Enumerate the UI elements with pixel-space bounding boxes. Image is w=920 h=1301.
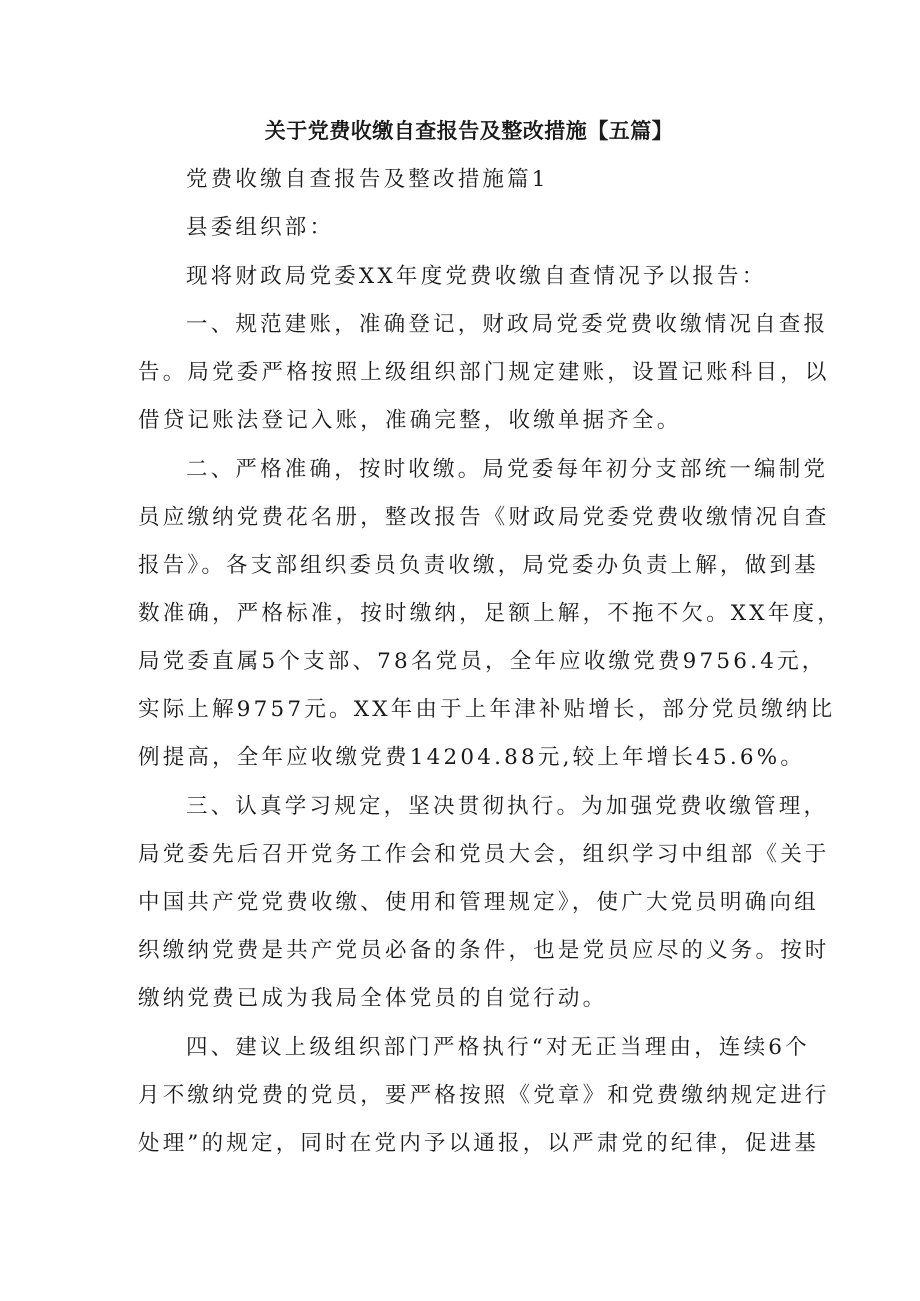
- paragraph-3-line-4: 织缴纳党费是共产党员必备的条件，也是党员应尽的义务。按时: [138, 938, 830, 963]
- addressee: 县委组织部：: [186, 215, 335, 240]
- paragraph-3-line-2: 局党委先后召开党务工作会和党员大会，组织学习中组部《关于: [138, 842, 830, 867]
- paragraph-2-line-2: 员应缴纳党费花名册，整改报告《财政局党委党费收缴情况自查: [138, 505, 830, 530]
- paragraph-2-line-1: 二、严格准确，按时收缴。局党委每年初分支部统一编制党: [186, 457, 829, 482]
- paragraph-3-line-5: 缴纳党费已成为我局全体党员的自觉行动。: [138, 986, 608, 1011]
- section-heading: 党费收缴自查报告及整改措施篇1: [186, 167, 549, 192]
- paragraph-1-line-1: 一、规范建账，准确登记，财政局党委党费收缴情况自查报: [186, 312, 829, 337]
- document-title: 关于党费收缴自查报告及整改措施【五篇】: [264, 119, 674, 143]
- paragraph-2-line-7: 例提高，全年应收缴党费14204.88元,较上年增长45.6%。: [138, 745, 806, 770]
- paragraph-3-line-1: 三、认真学习规定，坚决贯彻执行。为加强党费收缴管理，: [186, 794, 829, 819]
- paragraph-1-line-3: 借贷记账法登记入账，准确完整，收缴单据齐全。: [138, 408, 682, 433]
- paragraph-2-line-4: 数准确，严格标准，按时缴纳，足额上解，不拖不欠。XX年度，: [138, 601, 842, 626]
- paragraph-4-line-2: 月不缴纳党费的党员，要严格按照《党章》和党费缴纳规定进行: [138, 1083, 830, 1108]
- paragraph-1-line-2: 告。局党委严格按照上级组织部门规定建账，设置记账科目，以: [138, 360, 830, 385]
- paragraph-2-line-6: 实际上解9757元。XX年由于上年津补贴增长，部分党员缴纳比: [138, 697, 836, 722]
- intro-line: 现将财政局党委XX年度党费收缴自查情况予以报告：: [186, 264, 767, 289]
- paragraph-4-line-1: 四、建议上级组织部门严格执行“对无正当理由，连续6个: [186, 1035, 810, 1060]
- paragraph-2-line-5: 局党委直属5个支部、78名党员，全年应收缴党费9756.4元，: [138, 649, 827, 674]
- paragraph-3-line-3: 中国共产党党费收缴、使用和管理规定》，使广大党员明确向组: [138, 890, 819, 915]
- paragraph-4-line-3: 处理”的规定，同时在党内予以通报，以严肃党的纪律，促进基: [138, 1131, 820, 1156]
- paragraph-2-line-3: 报告》。各支部组织委员负责收缴，局党委办负责上解，做到基: [138, 553, 819, 578]
